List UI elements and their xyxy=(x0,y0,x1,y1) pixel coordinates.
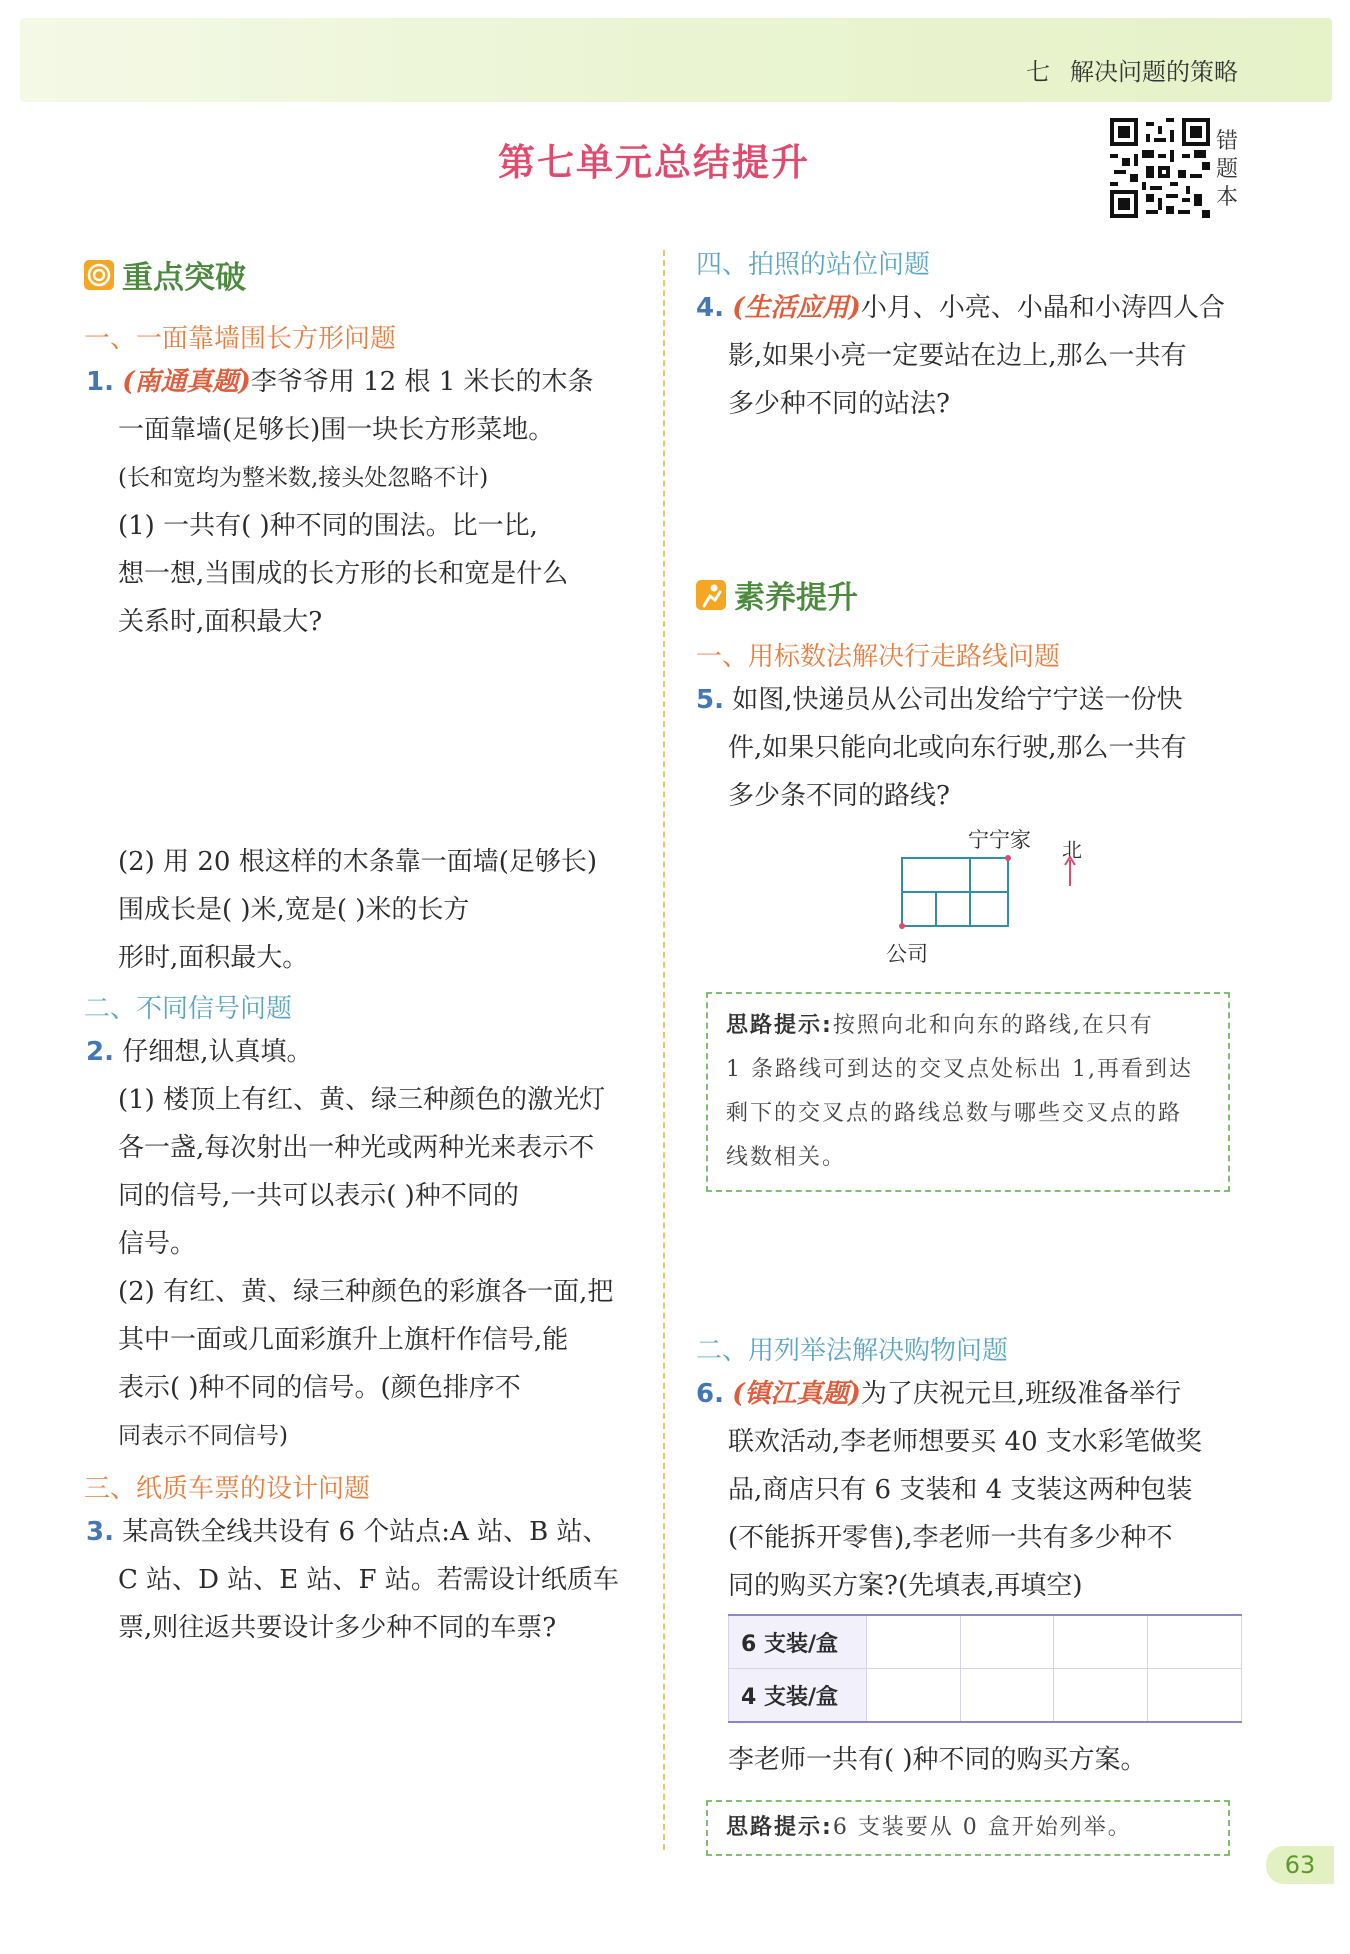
subsection-5: 一、用标数法解决行走路线问题 xyxy=(696,642,1061,672)
hint1-line3: 剩下的交叉点的路线总数与哪些交叉点的路 xyxy=(726,1101,1183,1126)
row-label-6-pack: 6 支装/盒 xyxy=(729,1615,867,1669)
q2-part1-line2: 各一盏,每次射出一种光或两种光来表示不 xyxy=(118,1133,595,1163)
qr-label: 错题本 xyxy=(1216,129,1239,210)
hint-box-2 xyxy=(706,1800,1230,1856)
q6-line3: 品,商店只有 6 支装和 4 支装这两种包装 xyxy=(728,1475,1193,1505)
q4-line1: 小月、小亮、小晶和小涛四人合 xyxy=(860,293,1225,323)
hint1-line2: 1 条路线可到达的交叉点处标出 1,再看到达 xyxy=(726,1057,1193,1082)
q5-line2: 件,如果只能向北或向东行驶,那么一共有 xyxy=(728,733,1187,763)
q2-number: 2. xyxy=(86,1037,114,1067)
q2-part2-line4: 同表示不同信号) xyxy=(118,1423,288,1449)
question-1 xyxy=(86,358,646,646)
column-divider xyxy=(663,250,665,1850)
q1-tag: (南通真题) xyxy=(122,367,251,397)
question-1-part2 xyxy=(118,838,646,982)
question-4 xyxy=(696,284,1256,428)
q3-line3: 票,则往返共要设计多少种不同的车票? xyxy=(118,1613,557,1643)
q2-part2-line3: 表示( )种不同的信号。(颜色排序不 xyxy=(118,1373,521,1403)
table-row xyxy=(729,1615,1242,1669)
q4-line2: 影,如果小亮一定要站在边上,那么一共有 xyxy=(728,341,1187,371)
hint-box-1 xyxy=(706,992,1230,1192)
section-literacy xyxy=(696,572,858,617)
q3-number: 3. xyxy=(86,1517,114,1547)
q3-line1: 某高铁全线共设有 6 个站点:A 站、B 站、 xyxy=(122,1517,609,1547)
row-label-4-pack: 4 支装/盒 xyxy=(729,1669,867,1723)
q2-part2-line1: (2) 有红、黄、绿三种颜色的彩旗各一面,把 xyxy=(118,1277,614,1307)
purchase-table xyxy=(728,1614,1242,1723)
q1-number: 1. xyxy=(86,367,114,397)
q1-part2-line3: 形时,面积最大。 xyxy=(118,943,309,973)
answer-cell[interactable] xyxy=(1148,1669,1242,1723)
subsection-3: 三、纸质车票的设计问题 xyxy=(84,1474,371,1504)
q6-tag: (镇江真题) xyxy=(732,1379,861,1409)
q1-part1-line3: 关系时,面积最大? xyxy=(118,607,323,637)
q1-part1-line2: 想一想,当围成的长方形的长和宽是什么 xyxy=(118,559,569,589)
chapter-title: 解决问题的策略 xyxy=(1070,58,1238,86)
north-arrow-icon xyxy=(1064,856,1076,886)
page-number: 63 xyxy=(1266,1846,1334,1884)
subsection-1: 一、一面靠墙围长方形问题 xyxy=(84,324,397,354)
route-grid xyxy=(898,854,1014,930)
q1-part2-line2: 围成长是( )米,宽是( )米的长方 xyxy=(118,895,470,925)
q2-intro: 仔细想,认真填。 xyxy=(122,1037,313,1067)
hint1-line1: 按照向北和向东的路线,在只有 xyxy=(832,1013,1154,1038)
q6-line1: 为了庆祝元旦,班级准备举行 xyxy=(860,1379,1182,1409)
hint1-line4: 线数相关。 xyxy=(726,1145,847,1170)
q4-number: 4. xyxy=(696,293,724,323)
q2-part1-line1: (1) 楼顶上有红、黄、绿三种颜色的激光灯 xyxy=(118,1085,606,1115)
answer-cell[interactable] xyxy=(1148,1615,1242,1669)
q2-part2-line2: 其中一面或几面彩旗升上旗杆作信号,能 xyxy=(118,1325,569,1355)
answer-cell[interactable] xyxy=(1054,1669,1148,1723)
q1-note: (长和宽均为整米数,接头处忽略不计) xyxy=(118,465,489,491)
q6-answer-line: 李老师一共有( )种不同的购买方案。 xyxy=(728,1745,1147,1775)
answer-cell[interactable] xyxy=(1054,1615,1148,1669)
hint1-label: 思路提示: xyxy=(726,1013,833,1038)
q1-part1-line1: (1) 一共有( )种不同的围法。比一比, xyxy=(118,511,538,541)
answer-cell[interactable] xyxy=(960,1669,1054,1723)
rising-figure-icon xyxy=(696,580,726,610)
qr-code-icon[interactable] xyxy=(1110,118,1210,218)
subsection-2: 二、不同信号问题 xyxy=(84,994,293,1024)
q4-line3: 多少种不同的站法? xyxy=(728,389,950,419)
question-5 xyxy=(696,676,1256,820)
section-literacy-title: 素养提升 xyxy=(734,580,858,616)
map-company-label: 公司 xyxy=(886,942,928,966)
table-row xyxy=(729,1669,1242,1723)
answer-cell[interactable] xyxy=(866,1615,960,1669)
q1-part2-line1: (2) 用 20 根这样的木条靠一面墙(足够长) xyxy=(118,847,597,877)
q3-line2: C 站、D 站、E 站、F 站。若需设计纸质车 xyxy=(118,1565,619,1595)
q2-part1-line3: 同的信号,一共可以表示( )种不同的 xyxy=(118,1181,519,1211)
q1-line1: 李爷爷用 12 根 1 米长的木条 xyxy=(250,367,594,397)
q4-tag: (生活应用) xyxy=(732,293,861,323)
q6-line5: 同的购买方案?(先填表,再填空) xyxy=(728,1571,1083,1601)
q6-line2: 联欢活动,李老师想要买 40 支水彩笔做奖 xyxy=(728,1427,1202,1457)
q1-line2: 一面靠墙(足够长)围一块长方形菜地。 xyxy=(118,415,555,445)
page-title: 第七单元总结提升 xyxy=(498,141,810,184)
hint2-label: 思路提示: xyxy=(726,1815,833,1840)
section-key-points xyxy=(84,252,246,297)
q2-part1-line4: 信号。 xyxy=(118,1229,197,1259)
target-icon xyxy=(84,260,114,290)
q5-line3: 多少条不同的路线? xyxy=(728,781,950,811)
q6-line4: (不能拆开零售),李老师一共有多少种不 xyxy=(728,1523,1173,1553)
chapter-header xyxy=(1026,52,1238,87)
chapter-number: 七 xyxy=(1026,58,1050,86)
section-key-points-title: 重点突破 xyxy=(122,260,246,296)
answer-cell[interactable] xyxy=(960,1615,1054,1669)
map-home-label: 宁宁家 xyxy=(968,828,1031,852)
question-3 xyxy=(86,1508,646,1652)
map-north-label: 北 xyxy=(1062,838,1082,862)
question-6 xyxy=(696,1370,1256,1610)
q5-number: 5. xyxy=(696,685,724,715)
subsection-6: 二、用列举法解决购物问题 xyxy=(696,1336,1009,1366)
q5-line1: 如图,快递员从公司出发给宁宁送一份快 xyxy=(732,685,1183,715)
answer-cell[interactable] xyxy=(866,1669,960,1723)
q6-number: 6. xyxy=(696,1379,724,1409)
hint2-text: 6 支装要从 0 盒开始列举。 xyxy=(832,1815,1132,1840)
subsection-4: 四、拍照的站位问题 xyxy=(696,250,931,280)
question-2 xyxy=(86,1028,646,1460)
